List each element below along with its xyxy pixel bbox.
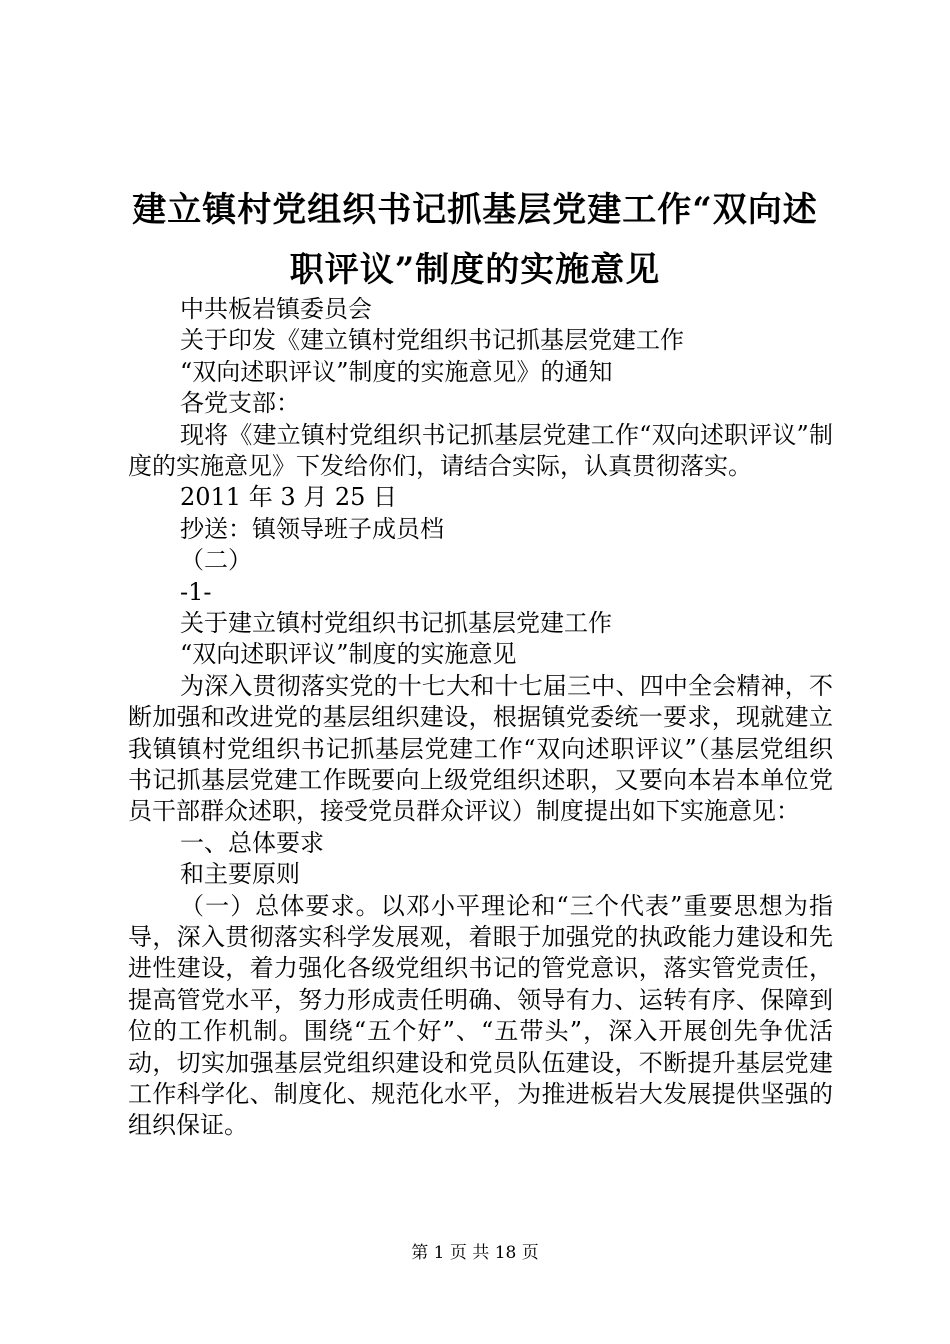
intro-paragraph: 为深入贯彻落实党的十七大和十七届三中、四中全会精神，不断加强和改进党的基层组织建设，根据镇党委统一要求，现就建立我镇镇村党组织书记抓基层党建工作“双向述职评议”（基层党组织书记抓基层党建工作既要向上级党组织述职，又要向本岩本单位党员干部群众述职，接受党员群众评议）制度提出如下实施意见： (128, 671, 833, 826)
date-line: 2011 年 3 月 25 日 (180, 483, 398, 512)
section1-heading-line2: 和主要原则 (180, 860, 300, 889)
notice-title-line1: 关于印发《建立镇村党组织书记抓基层党建工作 (180, 326, 684, 355)
page-mark: -1- (180, 577, 212, 606)
issuer-line: 中共板岩镇委员会 (180, 295, 372, 323)
cc-line: 抄送：镇领导班子成员档 (180, 514, 444, 543)
notice-title-line2: “双向述职评议”制度的实施意见》的通知 (180, 357, 613, 386)
section1-paragraph: （一）总体要求。以邓小平理论和“三个代表”重要思想为指导，深入贯彻落实科学发展观，着眼于加强党的执政能力建设和先进性建设，着力强化各级党组织书记的管党意识，落实管党责任，提高管党水平，努力形成责任明确、领导有力、运转有序、保障到位的工作机制。围绕“五个好”、“五带头”，深入开展创先争优活动，切实加强基层党组织建设和党员队伍建设，不断提升基层党建工作科学化、制度化、规范化水平，为推进板岩大发展提供坚强的组织保证。 (128, 891, 833, 1140)
page-footer: 第 1 页 共 18 页 (411, 1243, 539, 1263)
paren-marker: （二） (180, 546, 252, 575)
document-body (128, 294, 833, 1142)
addressee-line: 各党支部： (180, 389, 300, 418)
document-title-line2: 职评议”制度的实施意见 (289, 250, 661, 290)
subtitle-line2: “双向述职评议”制度的实施意见 (180, 640, 517, 669)
section1-heading-line1: 一、总体要求 (180, 828, 324, 857)
notice-paragraph: 现将《建立镇村党组织书记抓基层党建工作“双向述职评议”制度的实施意见》下发给你们，请结合实际，认真贯彻落实。 (128, 420, 833, 480)
subtitle-line1: 关于建立镇村党组织书记抓基层党建工作 (180, 608, 612, 637)
document-title-line1: 建立镇村党组织书记抓基层党建工作“双向述 (132, 190, 818, 230)
